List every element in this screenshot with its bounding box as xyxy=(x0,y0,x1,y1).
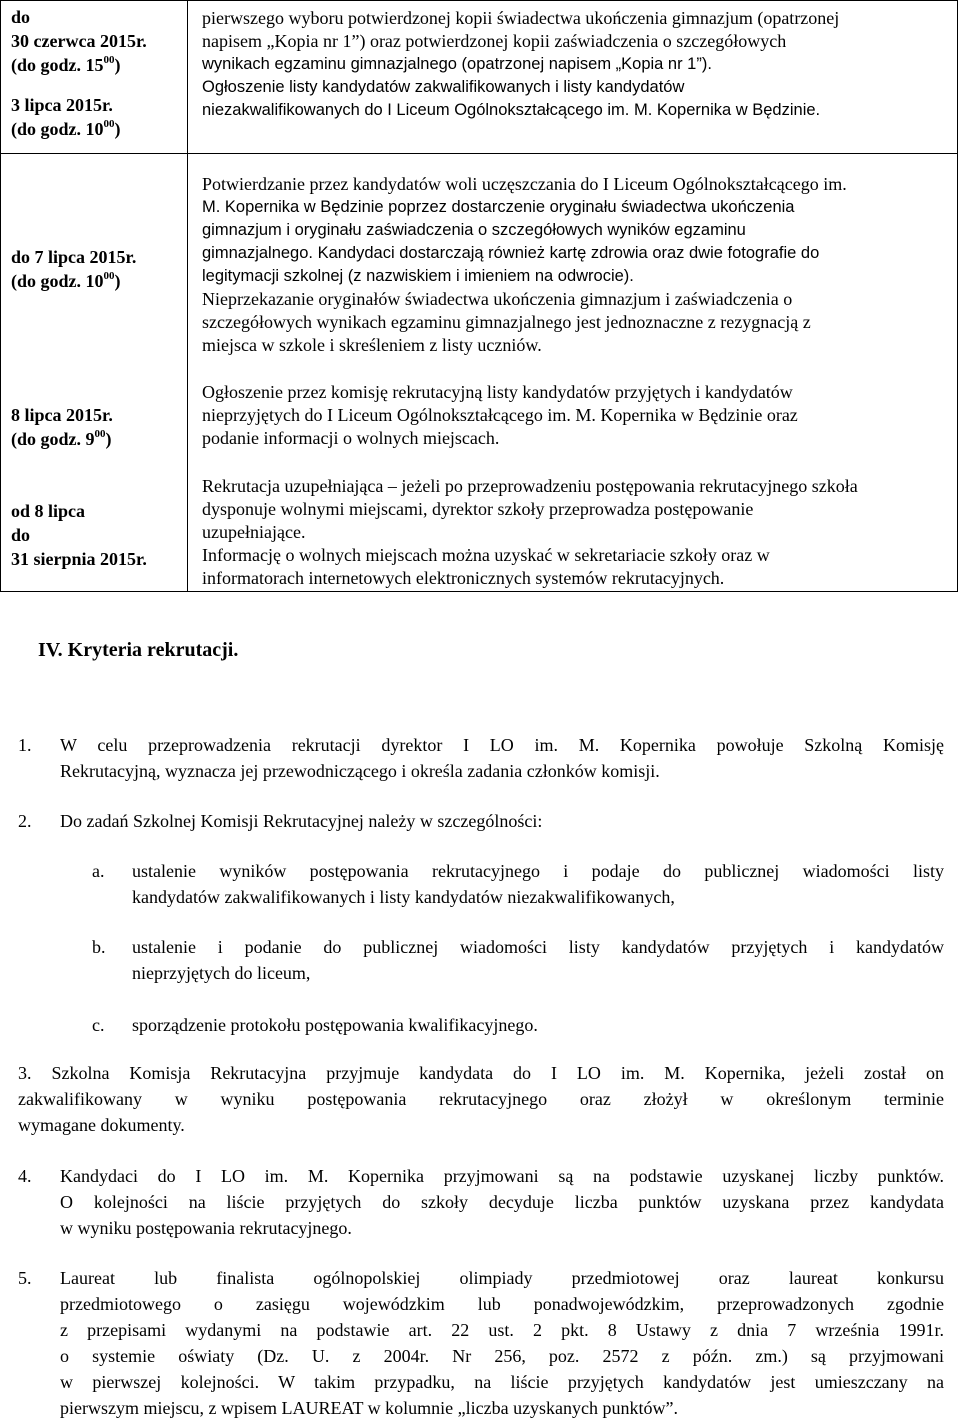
row2-date-supplementary xyxy=(11,499,147,571)
text-line: ustalenie wyników postępowania rekrutacyjnego i podaje do publicznej wiadomości listy xyxy=(132,861,944,881)
text-line: pierwszym miejscu, z wpisem LAUREAT w kolumnie „liczba uzyskanych punktów”. xyxy=(60,1398,679,1418)
text-line: pierwszego wyboru potwierdzonej kopii świadectwa ukończenia gimnazjum (opatrzonej xyxy=(202,8,840,28)
item-text xyxy=(60,1265,944,1421)
text-line: W celu przeprowadzenia rekrutacji dyrektor I LO im. M. Kopernika powołuje Szkolną Komisję xyxy=(60,735,944,755)
text-line: ustalenie i podanie do publicznej wiadomości listy kandydatów przyjętych i kandydatów xyxy=(132,937,944,957)
column-divider xyxy=(187,1,188,591)
text-line: legitymacji szkolnej (z nazwiskiem i imieniem na odwrocie). xyxy=(202,267,634,285)
item-letter: c. xyxy=(92,1015,105,1035)
date-text: 3 lipca 2015r. xyxy=(11,95,113,115)
date-text: 30 czerwca 2015r. xyxy=(11,31,147,51)
date-text: do xyxy=(11,7,31,27)
date-text: od 8 lipca xyxy=(11,501,86,521)
text-line: kandydatów zakwalifikowanych i listy kandydatów niezakwalifikowanych, xyxy=(132,887,675,907)
text-line: Laureat lub finalista ogólnopolskiej olimpiady przedmiotowej oraz laureat konkursu xyxy=(60,1268,944,1288)
date-time: (do godz. $15^{00}$) xyxy=(11,54,121,75)
date-time: (do godz. $9^{00}$) xyxy=(11,428,112,449)
item-letter: a. xyxy=(92,861,105,881)
text-line: o systemie oświaty (Dz. U. z 2004r. Nr 256, poz. 2572 z późn. zm.) są przyjmowani xyxy=(60,1346,944,1366)
item-text xyxy=(132,1012,944,1038)
text-line: w pierwszej kolejności. W takim przypadku, na liście przyjętych kandydatów jest umieszczany na xyxy=(60,1372,944,1392)
section-heading: IV. Kryteria rekrutacji. xyxy=(38,639,239,661)
item-number: 5. xyxy=(18,1268,32,1288)
text-line: miejsca w szkole i skreśleniem z listy uczniów. xyxy=(202,335,542,355)
text-line: nieprzyjętych do liceum, xyxy=(132,963,311,983)
item-number: 2. xyxy=(18,811,32,831)
text-line: sporządzenie protokołu postępowania kwalifikacyjnego. xyxy=(132,1015,538,1035)
text-line: gimnazjum i oryginału zaświadczenia o szczegółowych wyników egzaminu xyxy=(202,221,746,239)
item-number: 4. xyxy=(18,1166,32,1186)
text-line: Kandydaci do I LO im. M. Kopernika przyjmowani są na podstawie uzyskanej liczby punktów. xyxy=(60,1166,944,1186)
text-line: niezakwalifikowanych do I Liceum Ogólnokształcącego im. M. Kopernika w Będzinie. xyxy=(202,101,821,119)
text-line: nieprzyjętych do I Liceum Ogólnokształcącego im. M. Kopernika w Będzinie oraz xyxy=(202,405,798,425)
text-line: Do zadań Szkolnej Komisji Rekrutacyjnej należy w szczególności: xyxy=(60,811,543,831)
row1-date-announcement xyxy=(11,93,121,141)
date-text: 8 lipca 2015r. xyxy=(11,405,113,425)
text-line: Rekrutacja uzupełniająca – jeżeli po przeprowadzeniu postępowania rekrutacyjnego szkoła xyxy=(202,476,858,496)
text-line: Rekrutacyjną, wyznacza jej przewodniczącego i określa zadania członków komisji. xyxy=(60,761,660,781)
row1-date-deadline xyxy=(11,5,147,77)
item-text xyxy=(132,934,944,986)
row2-results-description xyxy=(202,381,952,450)
text-line: gimnazjalnego. Kandydaci dostarczają również kartę zdrowia oraz dwie fotografie do xyxy=(202,244,820,262)
text-line: 3. Szkolna Komisja Rekrutacyjna przyjmuje kandydata do I LO im. M. Kopernika, jeżeli został on xyxy=(18,1063,944,1083)
item-text xyxy=(132,858,944,910)
row1-description xyxy=(202,7,952,122)
text-line: przedmiotowego o zasięgu wojewódzkim lub ponadwojewódzkim, przeprowadzonych zgodnie xyxy=(60,1294,944,1314)
schedule-table xyxy=(0,0,958,592)
text-line: napisem „Kopia nr 1”) oraz potwierdzonej kopii zaświadczenia o szczegółowych xyxy=(202,31,787,51)
row2-date-results xyxy=(11,403,113,451)
date-time: (do godz. $10^{00}$) xyxy=(11,270,121,291)
text-line: O kolejności na liście przyjętych do szkoły decyduje liczba punktów uzyskana przez kandydata xyxy=(60,1192,944,1212)
list-item-3 xyxy=(18,1060,944,1138)
date-text: do xyxy=(11,525,31,545)
text-line: wymagane dokumenty. xyxy=(18,1115,185,1135)
text-line: Potwierdzanie przez kandydatów woli uczęszczania do I Liceum Ogólnokształcącego im. xyxy=(202,174,847,194)
text-line: Nieprzekazanie oryginałów świadectwa ukończenia gimnazjum i zaświadczenia o xyxy=(202,289,793,309)
text-line: szczegółowych wynikach egzaminu gimnazjalnego jest jednoznaczne z rezygnacją z xyxy=(202,312,811,332)
row-divider xyxy=(1,153,957,154)
text-line: wynikach egzaminu gimnazjalnego (opatrzonej napisem „Kopia nr 1”). xyxy=(202,55,712,73)
date-text: do 7 lipca 2015r. xyxy=(11,247,137,267)
text-line: Ogłoszenie przez komisję rekrutacyjną listy kandydatów przyjętych i kandydatów xyxy=(202,382,793,402)
date-text: 31 sierpnia 2015r. xyxy=(11,549,147,569)
row2-confirmation-description xyxy=(202,173,952,357)
item-number: 1. xyxy=(18,735,32,755)
row2-date-confirmation xyxy=(11,245,136,293)
text-line: informatorach internetowych elektronicznych systemów rekrutacyjnych. xyxy=(202,568,725,588)
text-line: zakwalifikowany w wyniku postępowania rekrutacyjnego oraz złożył w określonym terminie xyxy=(18,1089,944,1109)
row2-supplementary-description xyxy=(202,475,952,590)
item-text xyxy=(60,732,944,784)
text-line: M. Kopernika w Będzinie poprzez dostarczenie oryginału świadectwa ukończenia xyxy=(202,198,795,216)
text-line: podanie informacji o wolnych miejscach. xyxy=(202,428,500,448)
text-line: Ogłoszenie listy kandydatów zakwalifikowanych i listy kandydatów xyxy=(202,78,685,96)
item-text xyxy=(60,808,944,834)
text-line: w wyniku postępowania rekrutacyjnego. xyxy=(60,1218,352,1238)
text-line: Informację o wolnych miejscach można uzyskać w sekretariacie szkoły oraz w xyxy=(202,545,770,565)
text-line: dysponuje wolnymi miejscami, dyrektor szkoły przeprowadza postępowanie xyxy=(202,499,754,519)
item-text xyxy=(60,1163,944,1241)
date-time: (do godz. $10^{00}$) xyxy=(11,118,121,139)
text-line: z przepisami wydanymi na podstawie art. 22 ust. 2 pkt. 8 Ustawy z dnia 7 września 1991r. xyxy=(60,1320,944,1340)
text-line: uzupełniające. xyxy=(202,522,306,542)
item-letter: b. xyxy=(92,937,106,957)
